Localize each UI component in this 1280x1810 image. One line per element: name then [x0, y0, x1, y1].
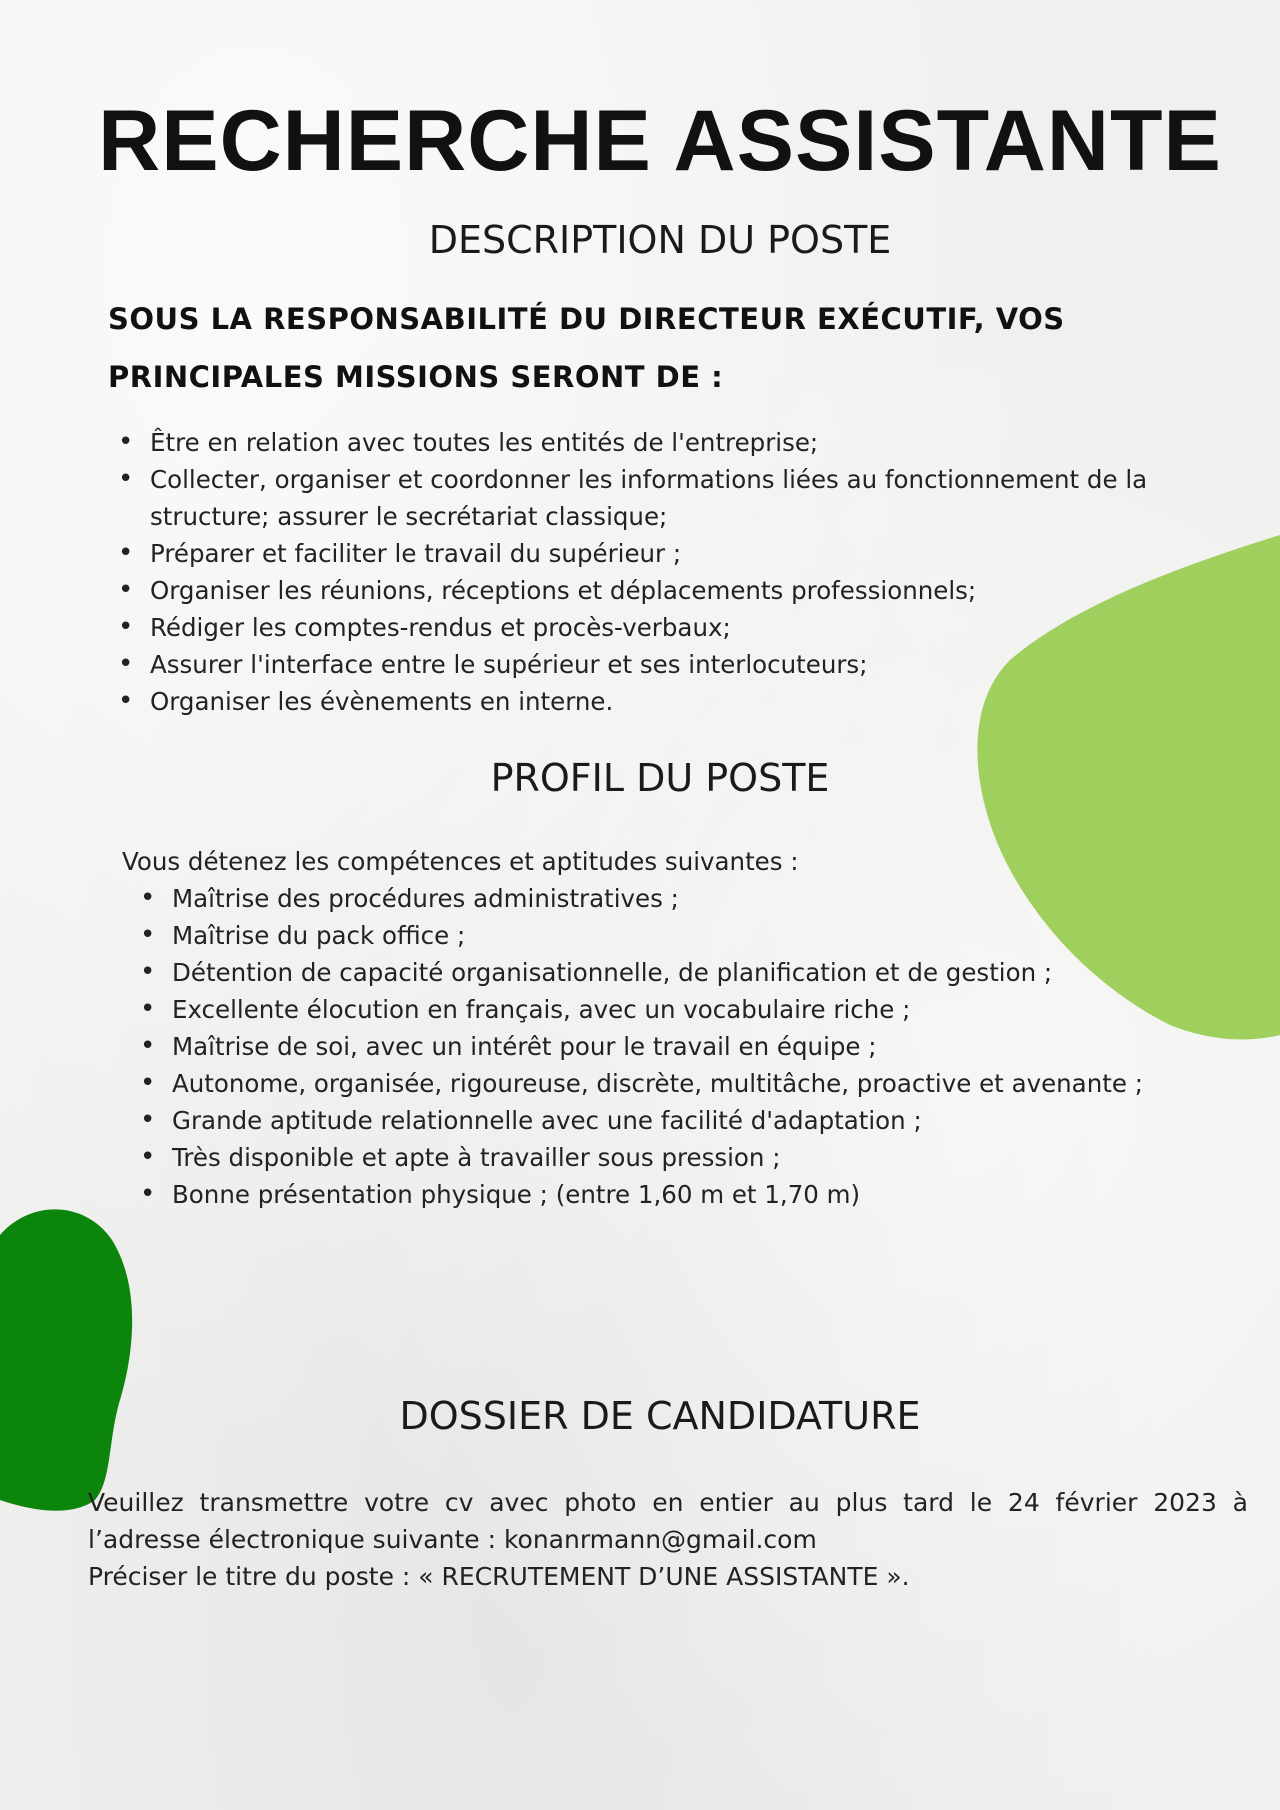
dossier-title-instruction: Préciser le titre du poste : « RECRUTEMENT D’UNE ASSISTANTE ». [88, 1562, 910, 1591]
list-item: • Assurer l'interface entre le supérieur et ses interlocuteurs; [118, 646, 1198, 683]
dark-green-blob [0, 1209, 132, 1510]
description-heading: DESCRIPTION DU POSTE [428, 218, 892, 262]
list-item: • Détention de capacité organisationnelle, de planification et de gestion ; [140, 954, 1250, 991]
list-item: • Être en relation avec toutes les entités de l'entreprise; [118, 424, 1198, 461]
list-item: • Maîtrise de soi, avec un intérêt pour le travail en équipe ; [140, 1028, 1250, 1065]
page-title: RECHERCHE ASSISTANTE [98, 93, 1222, 189]
bullet-icon: • [140, 1068, 156, 1098]
bullet-icon: • [140, 957, 156, 987]
list-item: • Organiser les réunions, réceptions et déplacements professionnels; [118, 572, 1198, 609]
list-item: • Grande aptitude relationnelle avec une facilité d'adaptation ; [140, 1102, 1250, 1139]
bullet-icon: • [140, 920, 156, 950]
bullet-icon: • [118, 464, 134, 494]
bullet-icon: • [140, 1142, 156, 1172]
skills-list [140, 880, 1250, 1213]
missions-intro: SOUS LA RESPONSABILITÉ DU DIRECTEUR EXÉCUTIF, VOS PRINCIPALES MISSIONS SERONT DE : [108, 302, 1065, 394]
profil-heading: PROFIL DU POSTE [490, 756, 830, 800]
dossier-instructions: Veuillez transmettre votre cv avec photo en entier au plus tard le 24 février 2023 à l’adresse électronique suivante : konanrmann@gmail.com [88, 1488, 1248, 1554]
list-item: • Maîtrise des procédures administratives ; [140, 880, 1250, 917]
bullet-icon: • [118, 612, 134, 642]
bullet-icon: • [140, 1105, 156, 1135]
profil-intro: Vous détenez les compétences et aptitudes suivantes : [122, 847, 799, 876]
list-item: • Préparer et faciliter le travail du supérieur ; [118, 535, 1198, 572]
bullet-icon: • [140, 1031, 156, 1061]
dossier-heading: DOSSIER DE CANDIDATURE [399, 1394, 921, 1438]
list-item: • Collecter, organiser et coordonner les informations liées au fonctionnement de la structure; assurer le secrétariat classique; [118, 461, 1198, 535]
bullet-icon: • [118, 649, 134, 679]
list-item: • Excellente élocution en français, avec un vocabulaire riche ; [140, 991, 1250, 1028]
list-item: • Organiser les évènements en interne. [118, 683, 1198, 720]
dossier-text [88, 1484, 1248, 1595]
bullet-icon: • [140, 994, 156, 1024]
bullet-icon: • [140, 1179, 156, 1209]
list-item: • Autonome, organisée, rigoureuse, discrète, multitâche, proactive et avenante ; [140, 1065, 1250, 1102]
bullet-icon: • [118, 575, 134, 605]
bullet-icon: • [118, 686, 134, 716]
bullet-icon: • [140, 883, 156, 913]
list-item: • Très disponible et apte à travailler sous pression ; [140, 1139, 1250, 1176]
list-item: • Bonne présentation physique ; (entre 1,60 m et 1,70 m) [140, 1176, 1250, 1213]
list-item: • Rédiger les comptes-rendus et procès-verbaux; [118, 609, 1198, 646]
list-item: • Maîtrise du pack office ; [140, 917, 1250, 954]
bullet-icon: • [118, 538, 134, 568]
missions-list [118, 424, 1198, 720]
bullet-icon: • [118, 427, 134, 457]
